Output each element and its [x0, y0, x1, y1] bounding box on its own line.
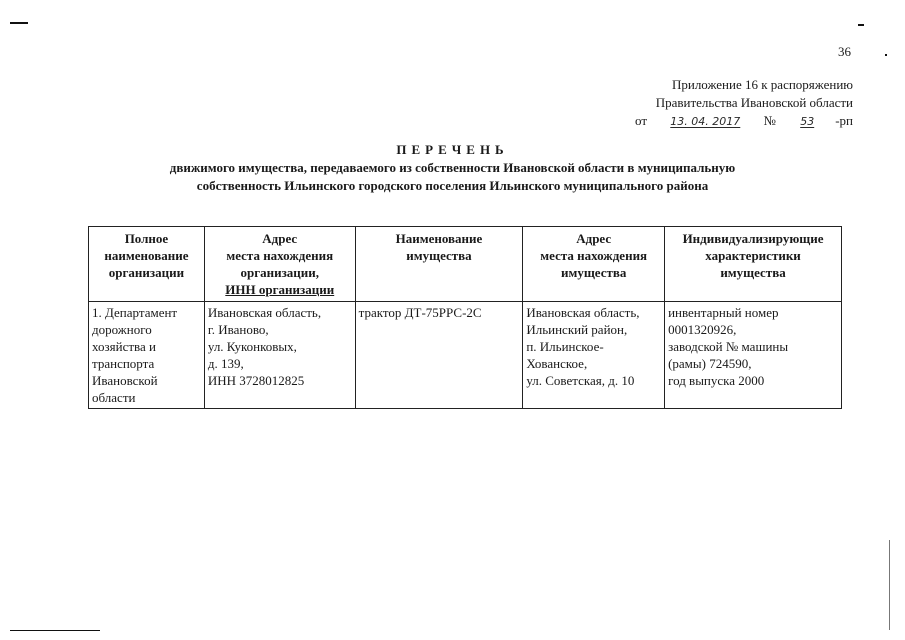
cell-organization-name: 1. Департамент дорожного хозяйства и транспорта Ивановской области	[89, 302, 205, 409]
property-table	[88, 226, 842, 409]
header-organization-address: Адрес места нахождения организации, ИНН организации	[204, 227, 355, 302]
scan-dot-right	[885, 54, 887, 56]
document-title	[0, 141, 905, 195]
appendix-from-label: от	[635, 113, 648, 128]
appendix-line-1: Приложение 16 к распоряжению	[671, 77, 853, 92]
scan-line-bottom	[10, 630, 100, 631]
header-property-characteristics: Индивидуализирующие характеристики имущества	[665, 227, 842, 302]
cell-property-name: трактор ДТ-75РРС-2С	[355, 302, 523, 409]
appendix-line-3	[523, 112, 853, 131]
appendix-header	[523, 76, 853, 131]
cell-organization-address: Ивановская область, г. Иваново, ул. Куконковых, д. 139, ИНН 3728012825	[204, 302, 355, 409]
header-property-address: Адрес места нахождения имущества	[523, 227, 665, 302]
appendix-date: 13. 04. 2017	[670, 115, 741, 128]
title-heading: ПЕРЕЧЕНЬ	[396, 142, 509, 157]
scan-mark-top-left	[10, 22, 28, 24]
cell-property-address: Ивановская область, Ильинский район, п. Ильинское- Хованское, ул. Советская, д. 10	[523, 302, 665, 409]
table-header-row	[89, 227, 842, 302]
appendix-suffix: -рп	[835, 113, 853, 128]
title-line-2: собственность Ильинского городского поселения Ильинского муниципального района	[196, 178, 709, 193]
scan-line-right-edge	[889, 540, 890, 630]
appendix-number: 53	[800, 115, 815, 128]
title-line-1: движимого имущества, передаваемого из собственности Ивановской области в муниципальную	[169, 160, 736, 175]
scan-mark-top-right	[858, 24, 864, 26]
header-property-name: Наименование имущества	[355, 227, 523, 302]
appendix-number-label: №	[763, 113, 776, 128]
header-organization-name: Полное наименование организации	[89, 227, 205, 302]
cell-property-characteristics: инвентарный номер 0001320926, заводской № машины (рамы) 724590, год выпуска 2000	[665, 302, 842, 409]
page-number: 36	[838, 44, 851, 59]
table-row	[89, 302, 842, 409]
appendix-line-2: Правительства Ивановской области	[655, 95, 853, 110]
